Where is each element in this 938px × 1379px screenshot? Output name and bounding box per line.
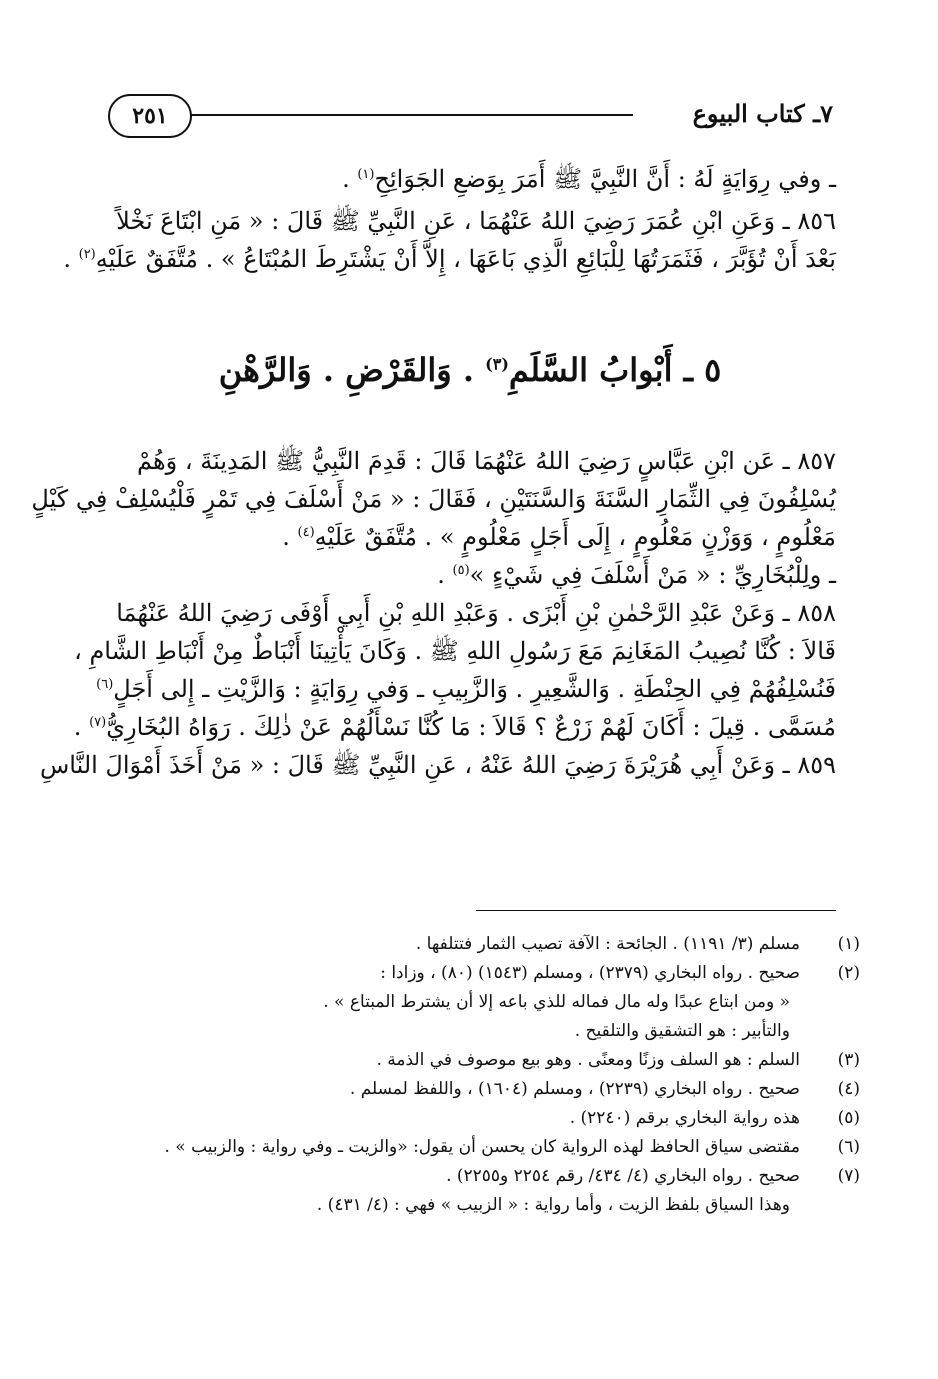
text-line: ـ وفي رِوَايَةٍ لَهُ : أَنَّ النَّبِيَّ ﷺ أَمَرَ بِوَضعِ الجَوَائِحِ$^{(١)}$ . <box>342 165 836 193</box>
footnote-continuation: والتأبير : هو التشقيق والتلقيح . <box>574 1021 790 1041</box>
text-line: مَعْلُومٍ ، وَوَزْنٍ مَعْلُومٍ ، إِلَى أَجَلٍ مَعْلُومٍ » . مُتَّفَقٌ عَلَيْهِ$^{(٤)}$ . <box>282 523 836 551</box>
footnote-ref: (٧) <box>89 715 107 730</box>
footnote-ref: (٢) <box>78 247 96 262</box>
text-line: ٨٥٦ ـ وَعَنِ ابْنِ عُمَرَ رَضِيَ اللهُ عَنْهُمَا ، عَنِ النَّبِيِّ ﷺ قَالَ : « مَنِ ابْتَاعَ نَخْلاً <box>116 207 836 235</box>
text-line: ٨٥٧ ـ عَن ابْنِ عَبَّاسٍ رَضِيَ اللهُ عَنْهُمَا قَالَ : قَدِمَ النَّبِيُّ ﷺ المَدِينَةَ ، وَهُمْ <box>137 447 836 475</box>
text-line: يُسْلِفُونَ فِي الثِّمَارِ السَّنَةَ وَالسَّنَتَيْنِ ، فَقَالَ : « مَنْ أَسْلَفَ فِي تَمْرٍ فَلْيُسْلِفْ فِي كَيْلٍ <box>31 485 836 513</box>
running-title: ٧ـ كتاب البيوع <box>692 99 833 128</box>
footnote-ref: (٥) <box>452 563 470 578</box>
footnote: (٥) هذه رواية البخاري برقم (٢٢٤٠) . <box>569 1108 860 1128</box>
text-line: ٨٥٨ ـ وَعَنْ عَبْدِ الرَّحْمٰنِ بْنِ أَبْزَى . وَعَبْدِ اللهِ بْنِ أَبِي أَوْفَى رَضِيَ اللهُ عَنْهُمَا <box>116 599 836 627</box>
text-section-2 <box>31 442 836 784</box>
text-line: فَنُسْلِفُهُمْ فِي الحِنْطَةِ . وَالشَّعِيرِ . وَالزَّبِيبِ ـ وَفي رِوَايَةٍ : وَالزَّيْتِ ـ إِلى أَجَلٍ$^{(٦)}$ <box>96 675 836 703</box>
page-header <box>108 92 833 142</box>
footnote: (٦) مقتضى سياق الحافظ لهذه الرواية كان يحسن أن يقول: «والزيت ـ وفي رواية : والزبيب » . <box>164 1137 860 1157</box>
text-line: قَالاَ : كُنَّا نُصِيبُ المَغَانِمَ مَعَ رَسُولِ اللهِ ﷺ . وَكَانَ يَأْتِينَا أَنْبَاطٌ مِنْ أَنْبَاطِ الشَّامِ ، <box>74 637 836 665</box>
footnote-ref: (٦) <box>96 677 114 692</box>
footnote-continuation: « ومن ابتاع عبدًا وله مال فماله للذي باعه إلا أن يشترط المبتاع » . <box>323 992 790 1012</box>
footnote: (٤) صحيح . رواه البخاري (٢٢٣٩) ، ومسلم (١٦٠٤) ، واللفظ لمسلم . <box>349 1079 860 1099</box>
footnote-ref: (٣) <box>485 354 509 374</box>
text-line: بَعْدَ أَنْ تُؤَبَّرَ ، فَثَمَرَتُهَا لِلْبَائِعِ الَّذِي بَاعَهَا ، إِلاَّ أَنْ يَشْتَرِطَ المُبْتَاعُ » . مُتَّفَقٌ عَلَيْهِ$^{(٢)}$ . <box>63 245 836 273</box>
footnote: (٢) صحيح . رواه البخاري (٢٣٧٩) ، ومسلم (١٥٤٣) (٨٠) ، وزادا : <box>380 963 860 983</box>
text-line: ٨٥٩ ـ وَعَنْ أَبِي هُرَيْرَةَ رَضِيَ اللهُ عَنْهُ ، عَنِ النَّبِيِّ ﷺ قَالَ : « مَنْ أَخَذَ أَمْوَالَ النَّاسِ <box>39 751 836 779</box>
footnote: (٣) السلم : هو السلف وزنًا ومعنًى . وهو بيع موصوف في الذمة . <box>376 1050 860 1070</box>
text-line: مُسَمَّى . قِيلَ : أَكَانَ لَهُمْ زَرْعٌ ؟ قَالاَ : مَا كُنَّا نَسْأَلُهُمْ عَنْ ذٰلِكَ . رَوَاهُ البُخَارِيُّ$^{(٧)}$ . <box>73 713 836 741</box>
chapter-heading: ٥ ـ أَبْوابُ السَّلَمِ$^{(٣)}$ . وَالقَرْضِ . وَالرَّهْنِ <box>218 351 722 389</box>
text-line: ـ ولِلْبُخَارِيِّ : « مَنْ أَسْلَفَ فِي شَيْءٍ »$^{(٥)}$ . <box>437 561 836 589</box>
text-section-1 <box>63 160 836 278</box>
footnote-ref: (١) <box>357 167 375 182</box>
page-number: ٢٥١ <box>108 94 192 138</box>
footnote-separator <box>476 910 836 911</box>
footnotes <box>104 930 860 1220</box>
footnote-ref: (٤) <box>297 525 315 540</box>
footnote-continuation: وهذا السياق بلفظ الزيت ، وأما رواية : « الزبيب » فهي : (٤/ ٤٣١) . <box>316 1195 790 1215</box>
footnote: (٧) صحيح . رواه البخاري (٤/ ٤٣٤/ رقم ٢٢٥٤ و٢٢٥٥) . <box>446 1166 860 1186</box>
footnote: (١) مسلم (٣/ ١١٩١) . الجائحة : الآفة تصيب الثمار فتتلفها . <box>415 934 860 954</box>
header-rule <box>190 114 633 116</box>
